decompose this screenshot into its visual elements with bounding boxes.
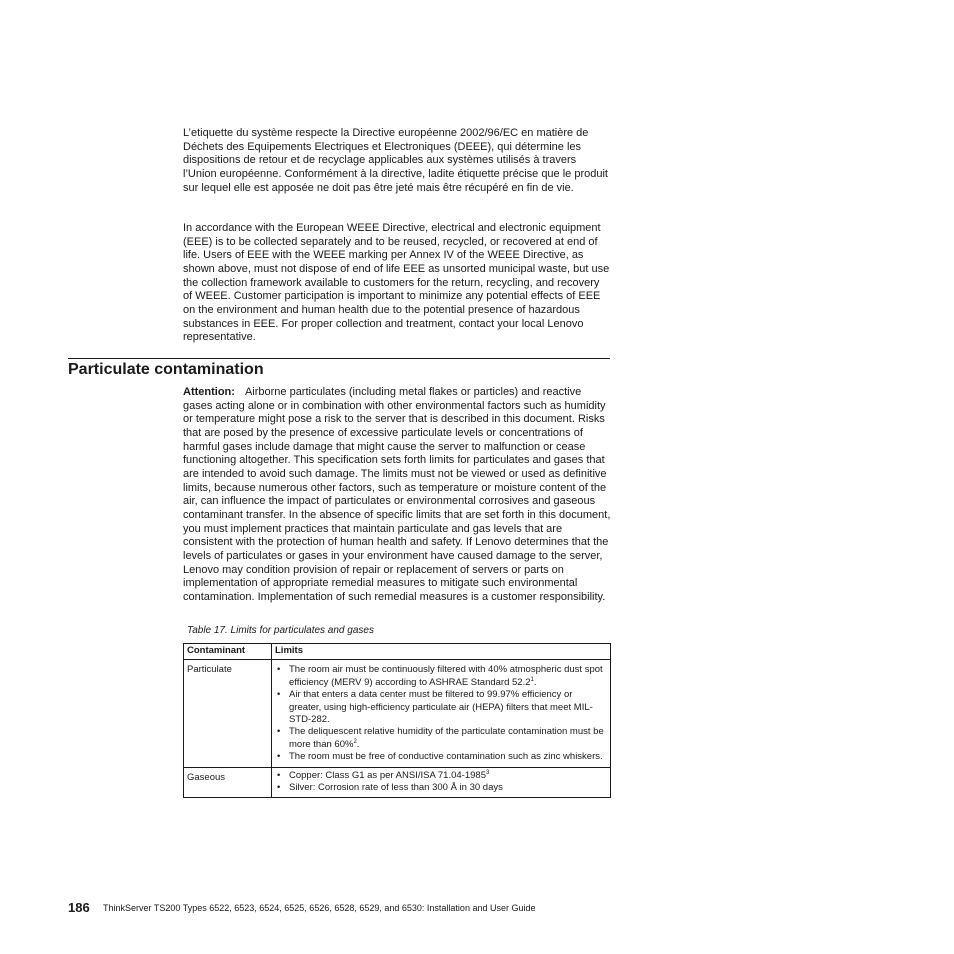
limits-table [183, 643, 611, 798]
section-divider [68, 358, 610, 359]
page-number: 186 [68, 900, 90, 915]
gaseous-limits [272, 767, 611, 798]
footnote-marker: 3 [485, 769, 490, 776]
footnote-marker: 1 [530, 676, 534, 683]
list-item: • The room air must be continuously filtered with 40% atmospheric dust spot efficiency (MERV 9) according to ASHRAE Standard 52.2$^1$. [275, 664, 607, 689]
weee-english-paragraph: In accordance with the European WEEE Directive, electrical and electronic equipment (EEE) is to be collected separately and to be reused, recycled, or recovered at end of life. Users of EEE with the WEEE marking per Annex IV of the WEEE Directive, as shown above, must not dispose of end of life EEE as unsorted municipal waste, but use the collection framework available to customers for the return, recycling, and recovery of WEEE. Customer participation is important to minimize any potential effects of EEE on the environment and human health due to the potential presence of hazardous substances in EEE. For proper collection and treatment, contact your local Lenovo representative. [183, 222, 610, 344]
list-item: • Air that enters a data center must be filtered to 99.97% efficiency or greater, using high-efficiency particulate air (HEPA) filters that meet MIL-STD-282. [275, 689, 607, 726]
weee-french-paragraph: L’etiquette du système respecte la Directive européenne 2002/96/EC en matière de Déchets des Equipements Electriques et Electroniques (DEEE), qui détermine les dispositions de retour et de recyclage applicables aux systèmes utilisés à travers l’Union européenne. Conformément à la directive, ladite étiquette précise que le produit sur lequel elle est apposée ne doit pas être jeté mais être récupéré en fin de vie. [183, 127, 608, 194]
attention-text: Airborne particulates (including metal flakes or particles) and reactive gases acting alone or in combination with other environmental factors such as humidity or temperature might pose a risk to the server that is described in this document. Risks that are posed by the presence of excessive particulate levels or concentrations of harmful gases include damage that might cause the server to malfunction or cease functioning altogether. This specification sets forth limits for particulates and gases that are intended to avoid such damage. The limits must not be viewed or used as definitive limits, because numerous other factors, such as temperature or moisture content of the air, can influence the impact of particulates or environmental corrosives and gaseous contaminant transfer. In the absence of specific limits that are set forth in this document, you must implement practices that maintain particulate and gas levels that are consistent with the protection of human health and safety. If Lenovo determines that the levels of particulates or gases in your environment have caused damage to the server, Lenovo may condition provision of repair or replacement of servers or parts on implementation of appropriate remedial measures to mitigate such environmental contamination. Implementation of such remedial measures is a customer responsibility. [183, 386, 611, 603]
table-row-particulate [184, 660, 611, 767]
table-caption: Table 17. Limits for particulates and gases [187, 625, 374, 636]
particulate-limits-list [275, 662, 607, 763]
list-item: • The room must be free of conductive contamination such as zinc whiskers. [275, 751, 607, 763]
list-item: • The deliquescent relative humidity of the particulate contamination must be more than 60%$^2$. [275, 726, 607, 751]
gaseous-limits-list [275, 770, 607, 795]
list-item: • Copper: Class G1 as per ANSI/ISA 71.04-1985$^3$ [275, 770, 607, 782]
footnote-marker: 2 [353, 738, 357, 745]
list-item: • Silver: Corrosion rate of less than 300 Å in 30 days [275, 782, 607, 794]
header-limits: Limits [272, 644, 611, 660]
section-title: Particulate contamination [68, 361, 264, 378]
footer-title: ThinkServer TS200 Types 6522, 6523, 6524, 6525, 6526, 6528, 6529, and 6530: Installation and User Guide [103, 903, 536, 913]
table-row-gaseous [184, 767, 611, 798]
attention-paragraph [183, 386, 611, 605]
header-contaminant: Contaminant [184, 644, 272, 660]
attention-label: Attention: [183, 386, 235, 398]
gaseous-label: Gaseous [184, 767, 272, 798]
table-header-row [184, 644, 611, 660]
particulate-label: Particulate [184, 660, 272, 767]
particulate-limits [272, 660, 611, 767]
